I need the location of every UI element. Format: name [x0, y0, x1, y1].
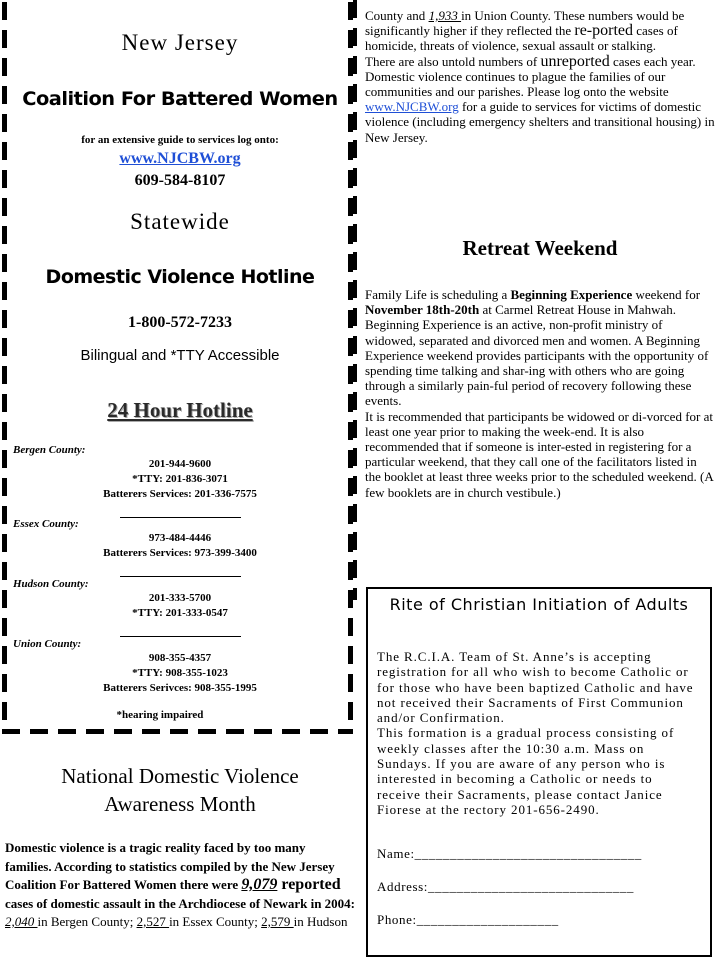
county-line: 201-333-5700 — [148, 592, 212, 604]
unreported-word: unreported — [540, 52, 610, 70]
column-divider — [353, 0, 357, 600]
title-line: National Domestic Violence — [61, 764, 299, 788]
county-label-bergen: Bergen County: — [13, 444, 86, 456]
national-dv-title — [0, 762, 360, 818]
bergen-count: 2,040 — [5, 914, 38, 929]
rcia-title: Rite of Christian Initiation of Adults — [389, 595, 689, 614]
hotline-box — [2, 2, 353, 734]
text-run: weekend for — [632, 287, 701, 302]
text-run: in Union County. These numbers would be significantly higher if they reflected the — [365, 8, 685, 39]
county-divider — [120, 517, 241, 518]
njcbw-inline-link[interactable]: www.NJCBW.org — [365, 99, 459, 115]
text-run: in Bergen County; — [37, 914, 137, 929]
hudson-count: 2,579 — [261, 914, 294, 929]
text-run: for a guide to services for victims of domestic violence (including emergency shelters and transitional housing) in New Jersey. — [365, 99, 715, 145]
reported-word: re-ported — [574, 22, 634, 40]
rcia-paragraph: The R.C.I.A. Team of St. Anne’s is accepting registration for all who wish to become Catholic or for those who have been baptized Catholic and have not received their Sacraments of First Communion and/or Confirmation. — [377, 649, 694, 726]
text-run: cases each year. Domestic violence continues to plague the families of our communities and our parishes. Please log onto the website — [365, 53, 696, 100]
county-label-hudson: Hudson County: — [13, 578, 89, 590]
county-line: *TTY: 201-836-3071 — [132, 473, 228, 485]
national-dv-body — [5, 839, 355, 932]
statewide-title: Statewide — [130, 209, 230, 234]
retreat-paragraph: It is recommended that participants be widowed or di-vorced for at least one year prior to making the week-end. It is also recommended that if someone is inter-ested in registering for a particular weekend, that they call one of the facilitators listed in the booklet at least three weeks prior to the scheduled weekend. (A few booklets are in church vestibule.) — [365, 408, 713, 500]
essex-count: 2,527 — [136, 914, 170, 929]
rcia-body — [377, 649, 700, 817]
county-line: *TTY: 201-333-0547 — [132, 607, 228, 619]
county-divider — [120, 636, 241, 637]
dv-hotline-title: Domestic Violence Hotline — [45, 266, 315, 288]
text-run: in Hudson — [293, 914, 348, 929]
24-hour-hotline-title: 24 Hour Hotline — [107, 398, 253, 422]
county-divider — [120, 576, 241, 577]
retreat-paragraph: Beginning Experience is an active, non-profit ministry of widowed, separated and divorced men and women. A Beginning Experience weekend provides participants with the opportunity of spending time talking and shar-ing with others who are going through a similarly pain-ful period of recovery following these events. — [365, 317, 709, 409]
box-border-left — [2, 2, 7, 734]
county-label-essex: Essex County: — [13, 518, 79, 530]
bilingual-line: Bilingual and *TTY Accessible — [80, 347, 280, 364]
text-run: There are also untold numbers of — [365, 53, 541, 69]
hotline-number: 1-800-572-7233 — [128, 314, 232, 331]
njcbw-website-link[interactable]: www.NJCBW.org — [119, 150, 241, 167]
phone-field[interactable]: Phone:____________________ — [377, 912, 559, 927]
services-phone: 609-584-8107 — [134, 172, 226, 189]
text-run: Domestic violence is a tragic reality faced by too many families. According to statistics compiled by the New Jersey Coalition For Battered Women there were — [5, 840, 335, 892]
county-line: Batterers Services: 201-336-7575 — [103, 488, 257, 500]
coalition-title: Coalition For Battered Women — [22, 88, 338, 110]
county-label-union: Union County: — [13, 638, 82, 650]
beginning-experience-bold: Beginning Experience — [510, 287, 633, 302]
rcia-box — [366, 587, 712, 957]
union-county-count: 1,933 — [428, 8, 462, 23]
county-line: Batterers Services: 973-399-3400 — [103, 547, 257, 559]
text-run: in Essex County; — [169, 914, 262, 929]
retreat-weekend-title: Retreat Weekend — [462, 236, 618, 260]
reported-word: reported — [277, 876, 341, 893]
text-run: cases of homicide, threats of violence, sexual assault or stalking. — [365, 23, 678, 54]
county-line: 973-484-4446 — [148, 532, 212, 544]
text-run: Family Life is scheduling a — [365, 287, 511, 302]
county-line: 908-355-4357 — [148, 652, 212, 664]
nj-title: New Jersey — [121, 30, 239, 55]
county-line: 201-944-9600 — [148, 458, 212, 470]
hearing-impaired-note: *hearing impaired — [116, 709, 204, 721]
reported-count: 9,079 — [241, 876, 278, 893]
services-line: for an extensive guide to services log onto: — [81, 134, 279, 146]
text-run: cases of domestic assault in the Archdiocese of Newark in 2004: — [5, 895, 356, 911]
retreat-date: November 18th-20th — [365, 302, 480, 318]
address-field[interactable]: Address:_____________________________ — [377, 879, 634, 894]
rcia-paragraph: This formation is a gradual process consisting of weekly classes after the 10:30 a.m. Mass on Sundays. If you are aware of any person who is interested in becoming a Catholic or needs to receive their Sacraments, please contact Janice Fiorese at the rectory 201-656-2490. — [377, 725, 675, 817]
county-line: *TTY: 908-355-1023 — [132, 667, 228, 679]
title-line: Awareness Month — [104, 792, 256, 816]
dv-article-continuation — [365, 8, 715, 145]
county-line: Batterers Serivces: 908-355-1995 — [103, 682, 257, 694]
box-border-bottom — [2, 729, 353, 734]
name-field[interactable]: Name:________________________________ — [377, 846, 642, 861]
text-run: County and — [365, 8, 429, 23]
text-run: at Carmel Retreat House in Mahwah. — [479, 302, 676, 318]
retreat-weekend-body — [365, 287, 715, 500]
